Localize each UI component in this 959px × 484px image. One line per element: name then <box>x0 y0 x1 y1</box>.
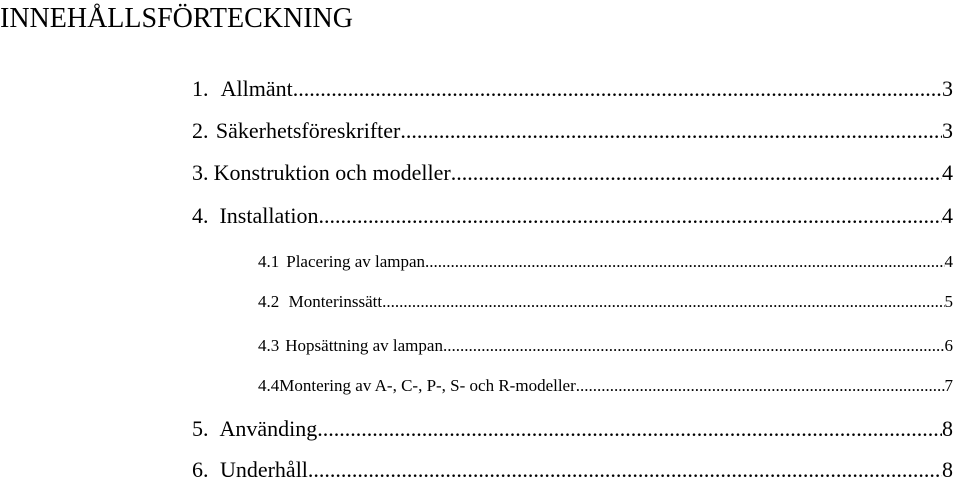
toc-entry[interactable] <box>192 117 953 145</box>
toc-entry-page: 4 <box>942 203 953 228</box>
toc-subentry[interactable] <box>258 251 953 273</box>
toc-entry-number: 5. <box>192 416 209 441</box>
toc-entry-title: Använding <box>219 416 318 441</box>
toc-entry[interactable] <box>192 202 953 230</box>
dot-leader <box>425 251 944 273</box>
toc-entry-title: Installation <box>219 203 319 228</box>
toc-entry-page: 3 <box>942 118 953 143</box>
toc-entry-page: 4 <box>944 252 953 271</box>
toc-entry-title: Allmänt <box>220 76 293 101</box>
toc-entry-title: Hopsättning av lampan <box>285 336 443 355</box>
dot-leader <box>293 75 942 103</box>
toc-entry-page: 8 <box>942 457 953 482</box>
toc-entry-title: Säkerhetsföreskrifter <box>215 118 401 143</box>
toc-subentry[interactable] <box>258 335 953 357</box>
toc-entry-number: 4.4 <box>258 376 280 395</box>
dot-leader <box>576 375 945 397</box>
dot-leader <box>317 415 942 443</box>
toc-entry-number: 1. <box>192 76 209 101</box>
toc-entry-title: Underhåll <box>219 457 308 482</box>
toc-entry-number: 4.1 <box>258 252 280 271</box>
toc-entry-page: 4 <box>942 160 953 185</box>
toc-entry-number: 4. <box>192 203 209 228</box>
toc-entry-page: 5 <box>944 292 953 311</box>
dot-leader <box>308 456 942 484</box>
dot-leader <box>443 335 945 357</box>
toc-subentry[interactable] <box>258 375 953 397</box>
toc-entry-number: 6. <box>192 457 209 482</box>
toc-entry[interactable] <box>192 456 953 484</box>
dot-leader <box>318 202 942 230</box>
toc-entry-number: 4.2 <box>258 292 280 311</box>
toc-entry-page: 6 <box>944 336 953 355</box>
dot-leader <box>451 159 942 187</box>
dot-leader <box>400 117 942 145</box>
toc-entry-number: 3. <box>192 160 209 185</box>
dot-leader <box>382 291 944 313</box>
toc-entry[interactable] <box>192 159 953 187</box>
toc-entry-page: 7 <box>944 376 953 395</box>
toc-entry-number: 4.3 <box>258 336 280 355</box>
toc-entry-title: Konstruktion och modeller <box>213 160 451 185</box>
toc-entry-title: Monterinssätt <box>288 292 383 311</box>
toc-entry-title: Montering av A-, C-, P-, S- och R-modeller <box>279 376 576 395</box>
toc-entry[interactable] <box>192 415 953 443</box>
toc-entry-page: 3 <box>942 76 953 101</box>
toc-entry[interactable] <box>192 75 953 103</box>
page-title: INNEHÅLLSFÖRTECKNING <box>0 3 353 34</box>
toc-entry-number: 2. <box>192 118 209 143</box>
toc-entry-title: Placering av lampan <box>286 252 426 271</box>
toc-subentry[interactable] <box>258 291 953 313</box>
toc-entry-page: 8 <box>942 416 953 441</box>
